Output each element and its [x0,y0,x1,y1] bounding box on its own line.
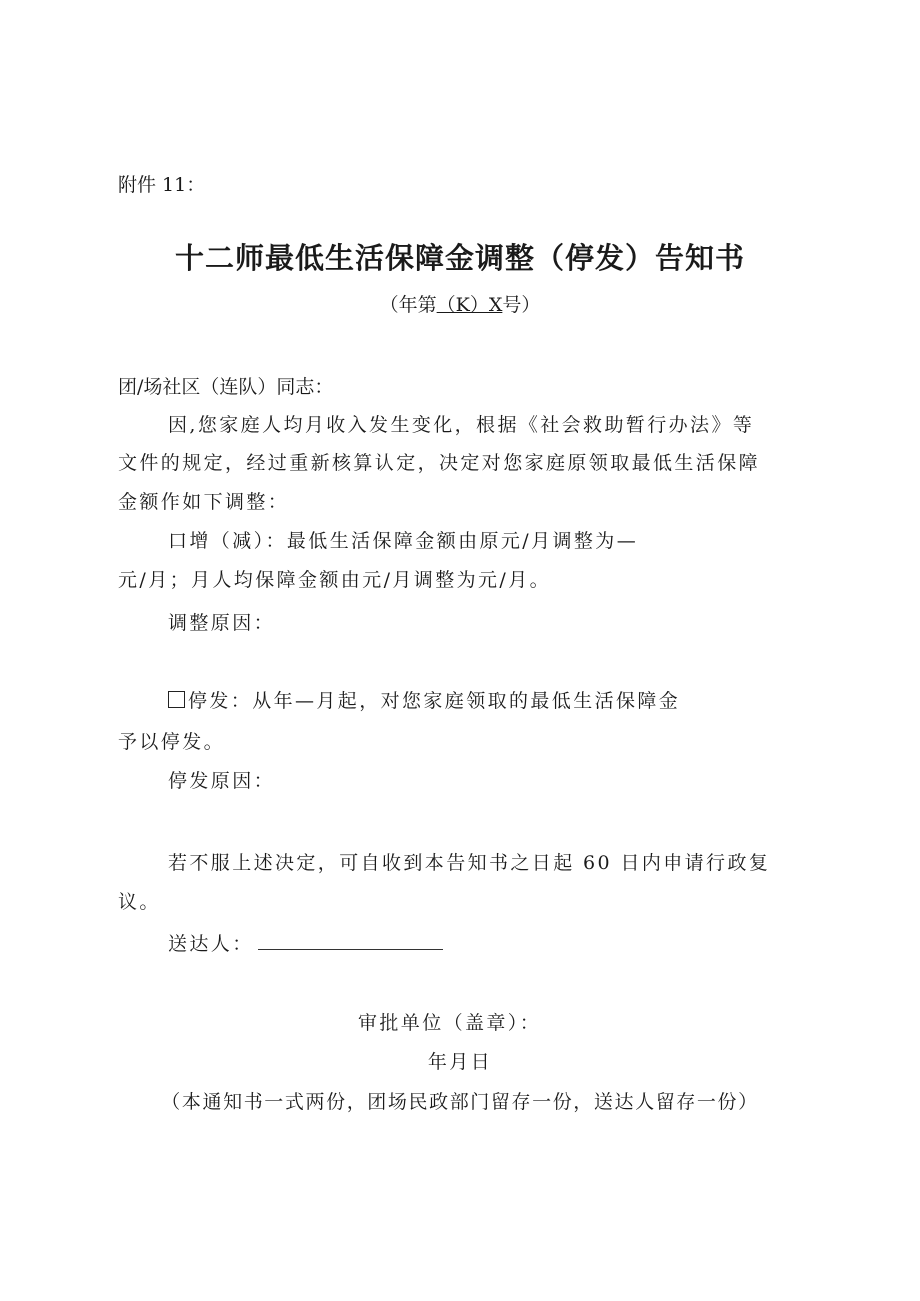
doc-number-suffix: 号） [502,294,541,316]
document-number [0,292,920,318]
doc-number-code: （K）X [436,294,503,316]
increase-line-1: 口增（减）：最低生活保障金额由原元/月调整为— [168,530,639,552]
deliverer-line [168,931,443,957]
adjust-reason-label: 调整原因： [168,612,276,634]
stop-line-1 [168,688,680,714]
stop-line-1-text: 停发：从年—月起，对您家庭领取的最低生活保障金 [188,690,681,712]
intro-line-1: 因,您家庭人均月收入发生变化，根据《社会救助暂行办法》等 [168,414,755,436]
deliverer-signature-blank [258,931,443,950]
stop-reason-label: 停发原因： [168,770,276,792]
footnote: （本通知书一式两份，团场民政部门留存一份，送达人留存一份） [161,1091,759,1113]
doc-number-prefix: （年第 [379,294,437,316]
salutation: 团/场社区（连队）同志： [118,376,334,398]
attachment-label: 附件 11： [118,174,206,196]
document-title: 十二师最低生活保障金调整（停发）告知书 [174,241,745,275]
intro-line-2: 文件的规定，经过重新核算认定，决定对您家庭原领取最低生活保障 [118,452,761,474]
intro-line-3: 金额作如下调整： [118,491,290,513]
date-line: 年月日 [427,1051,493,1073]
appeal-line-1: 若不服上述决定，可自收到本告知书之日起 60 日内申请行政复 [168,852,771,874]
increase-line-2: 元/月；月人均保障金额由元/月调整为元/月。 [118,569,552,591]
approval-unit: 审批单位（盖章）： [358,1012,542,1034]
stop-line-2: 予以停发。 [118,731,226,753]
checkbox-icon [168,691,185,708]
appeal-line-2: 议。 [118,891,161,913]
deliverer-label: 送达人： [168,933,254,955]
